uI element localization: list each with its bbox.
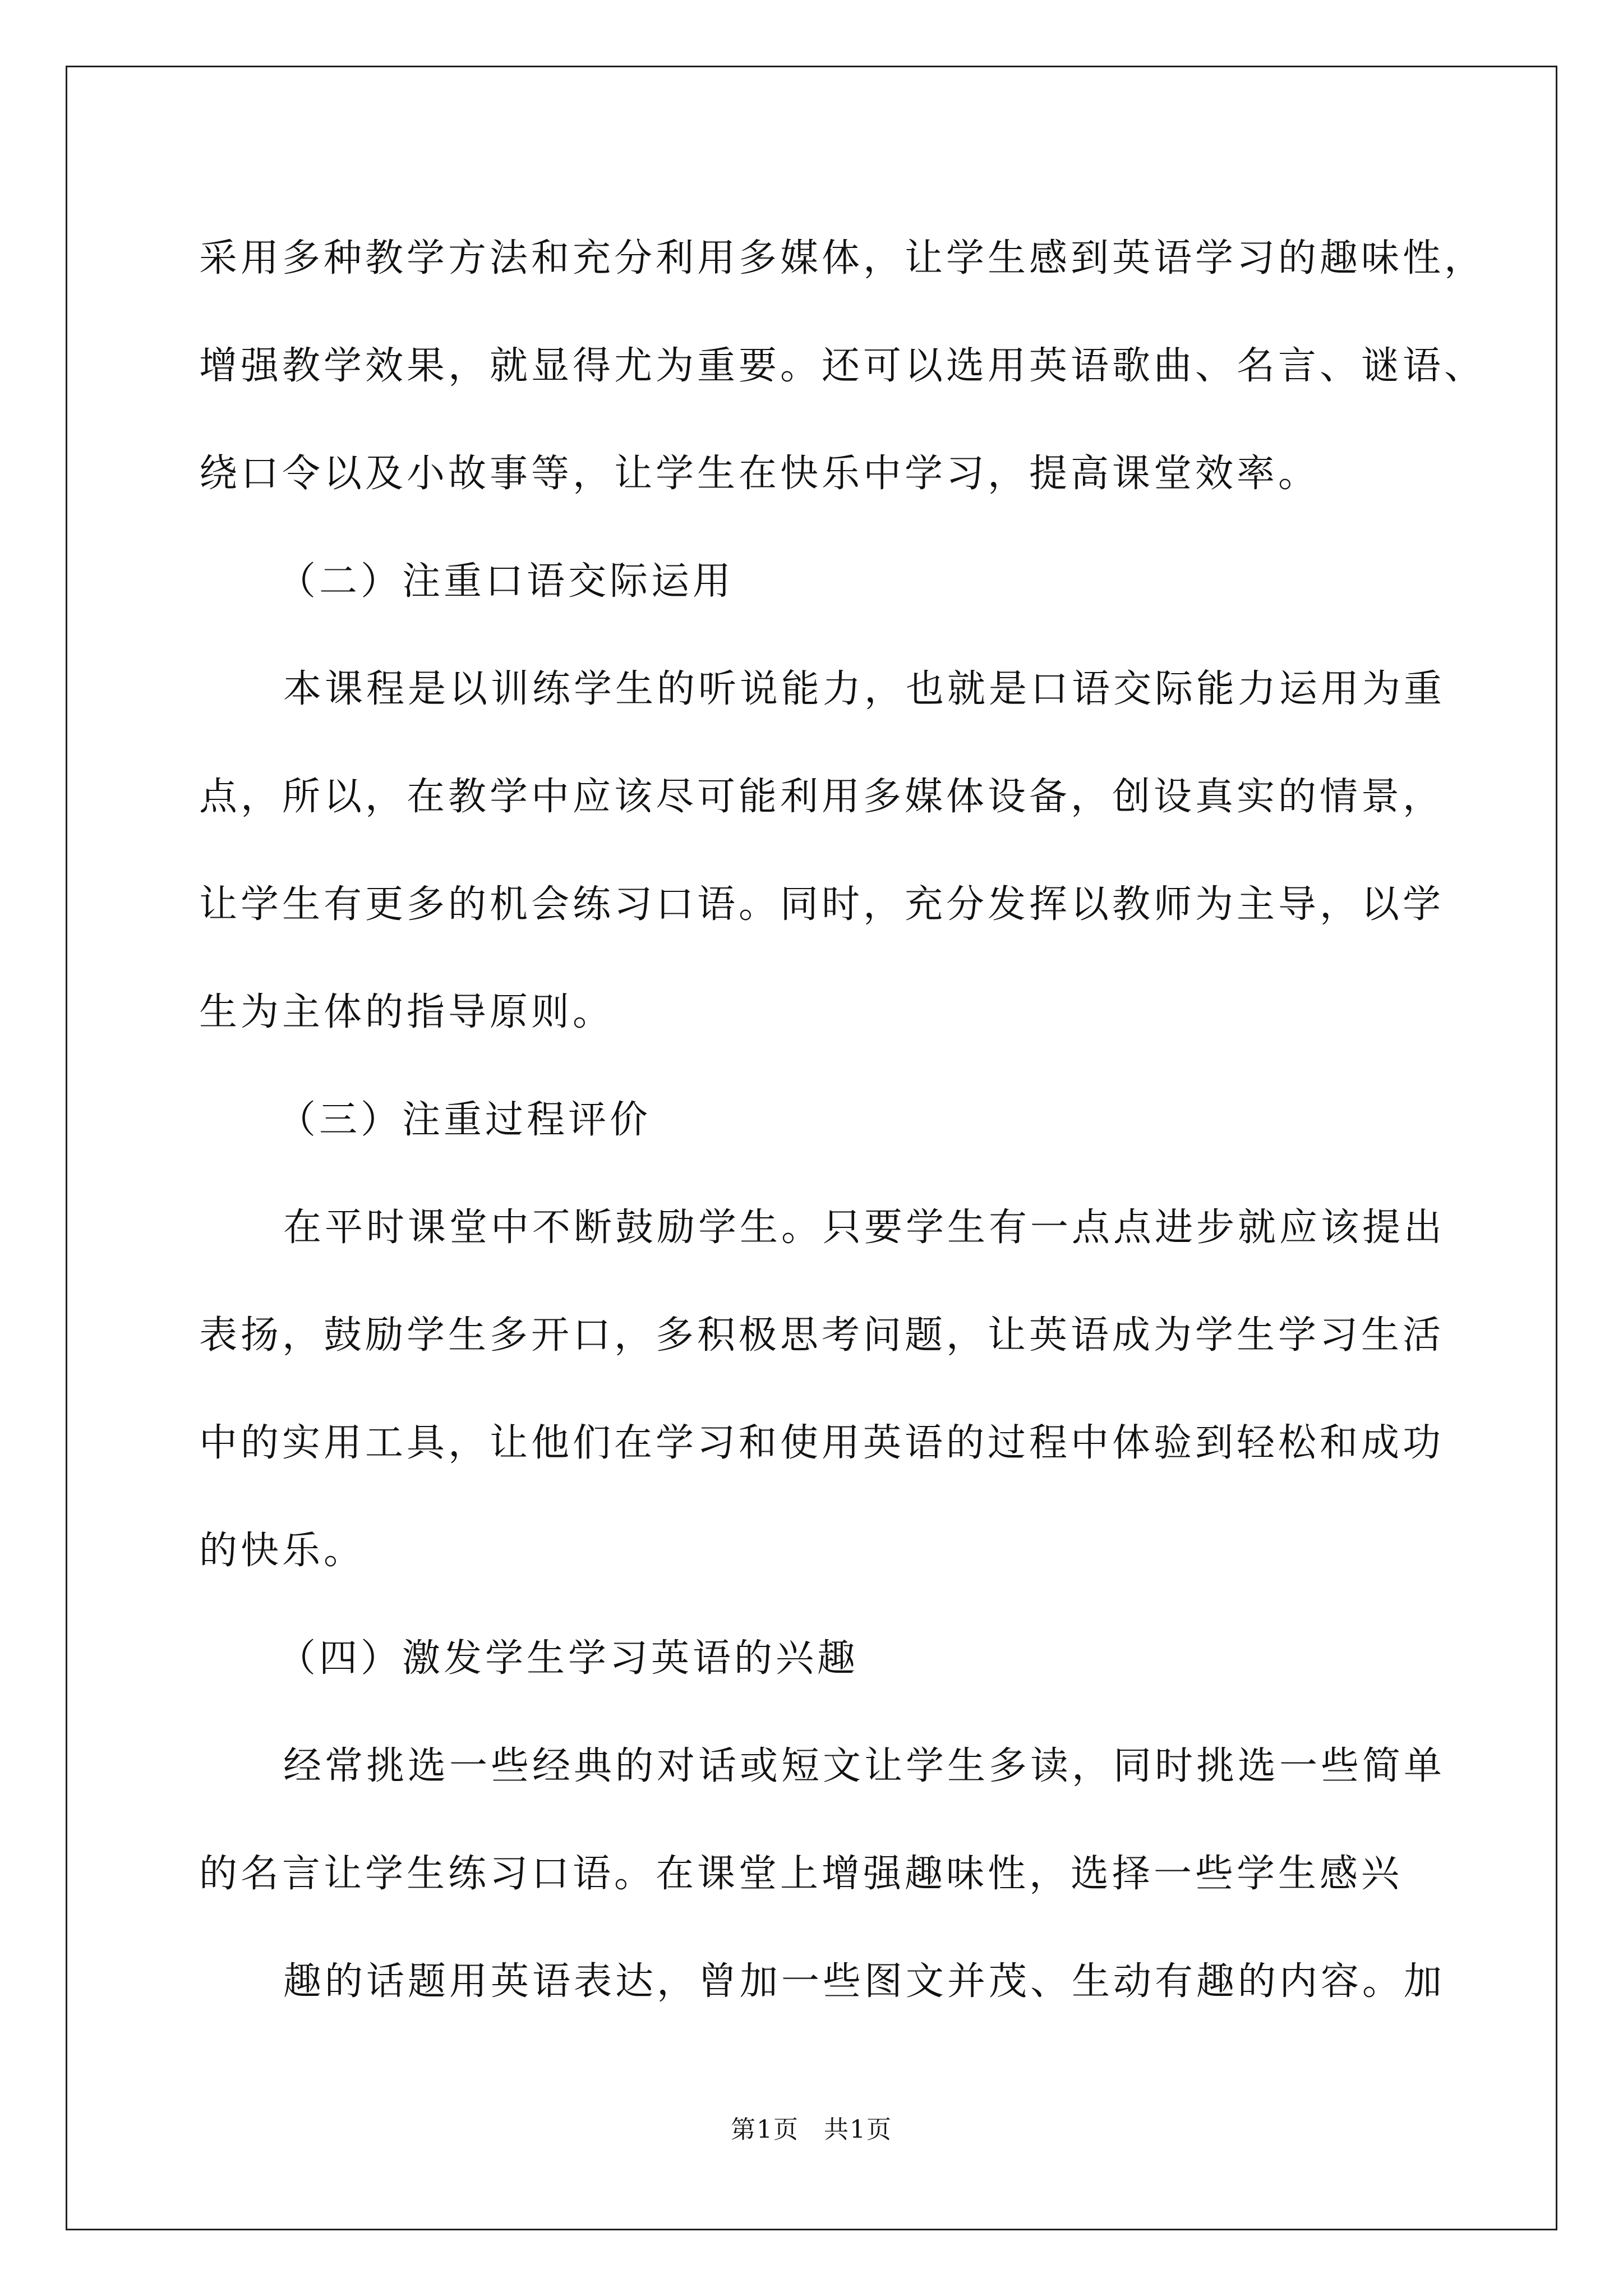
page-number-current: 第1页 xyxy=(731,2115,799,2144)
paragraph-line: 经常挑选一些经典的对话或短文让学生多读，同时挑选一些简单 xyxy=(283,1744,1446,1788)
paragraph-line: 绕口令以及小故事等，让学生在快乐中学习，提高课堂效率。 xyxy=(199,452,1320,496)
paragraph-line: 让学生有更多的机会练习口语。同时，充分发挥以教师为主导，以学 xyxy=(199,882,1445,927)
section-heading: （二）注重口语交际运用 xyxy=(278,559,735,604)
document-body xyxy=(199,205,1486,2036)
paragraph-line: 本课程是以训练学生的听说能力，也就是口语交际能力运用为重 xyxy=(283,667,1446,711)
section-heading: （三）注重过程评价 xyxy=(278,1098,652,1142)
paragraph-line: 点，所以，在教学中应该尽可能利用多媒体设备，创设真实的情景， xyxy=(199,775,1445,819)
paragraph-line: 中的实用工具，让他们在学习和使用英语的过程中体验到轻松和成功 xyxy=(199,1421,1445,1465)
paragraph-line: 的快乐。 xyxy=(199,1529,366,1573)
paragraph-line: 表扬，鼓励学生多开口，多积极思考问题，让英语成为学生学习生活 xyxy=(199,1313,1445,1358)
page-footer xyxy=(0,2109,1623,2145)
paragraph-line: 采用多种教学方法和充分利用多媒体，让学生感到英语学习的趣味性， xyxy=(199,236,1486,280)
section-heading: （四）激发学生学习英语的兴趣 xyxy=(278,1636,859,1681)
paragraph-line: 的名言让学生练习口语。在课堂上增强趣味性，选择一些学生感兴 xyxy=(199,1852,1403,1896)
paragraph-line: 在平时课堂中不断鼓励学生。只要学生有一点点进步就应该提出 xyxy=(283,1205,1446,1250)
page-number-total: 共1页 xyxy=(824,2115,892,2144)
paragraph-line: 趣的话题用英语表达，曾加一些图文并茂、生动有趣的内容。加 xyxy=(283,1959,1446,2004)
paragraph-line: 生为主体的指导原则。 xyxy=(199,990,615,1034)
paragraph-line: 增强教学效果，就显得尤为重要。还可以选用英语歌曲、名言、谜语、 xyxy=(199,344,1486,388)
